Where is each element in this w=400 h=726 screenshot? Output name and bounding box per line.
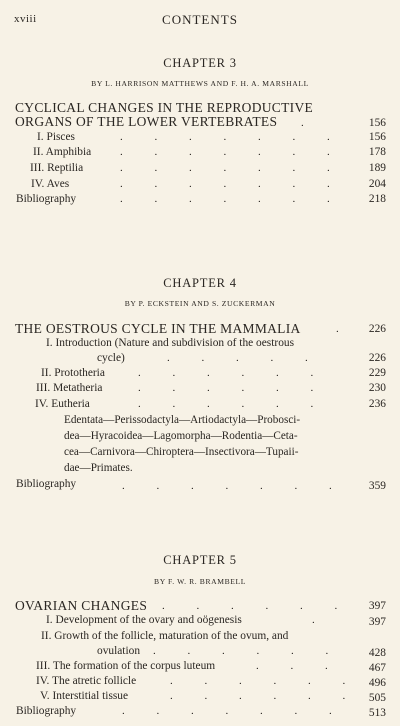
leader-dots: . (312, 614, 315, 626)
leader-dots: . (301, 117, 304, 129)
page-number: 496 (368, 677, 386, 689)
toc-subentry: dea—Hyracoidea—Lagomorpha—Rodentia—Ceta- (64, 430, 298, 442)
page-number: 226 (368, 352, 386, 364)
leader-dots: . . . . . . (138, 382, 314, 394)
toc-entry: V. Interstitial tissue (40, 690, 129, 702)
toc-entry: II. Growth of the follicle, maturation of the ovum, and (41, 630, 289, 642)
toc-entry: IV. The atretic follicle (36, 675, 137, 687)
page-number: 505 (368, 692, 386, 704)
toc-subentry: dae—Primates. (64, 462, 133, 474)
leader-dots: . . . . . (167, 352, 308, 364)
page-number: 359 (368, 480, 386, 492)
page-number: 156 (368, 131, 386, 143)
leader-dots: . . . (256, 660, 328, 672)
page-number: 189 (368, 162, 386, 174)
toc-entry: II. Prototheria (41, 367, 105, 379)
toc-entry: I. Introduction (Nature and subdivision of the oestrous (46, 337, 295, 349)
toc-entry: ovulation (97, 645, 141, 657)
page-number: 236 (368, 398, 386, 410)
page-number: 229 (368, 367, 386, 379)
page-number: 218 (368, 193, 386, 205)
toc-entry: Bibliography (16, 193, 77, 205)
page-number: 156 (368, 117, 386, 129)
page-number: 467 (368, 662, 386, 674)
toc-entry: III. Metatheria (36, 382, 103, 394)
toc-entry: Bibliography (16, 478, 77, 490)
leader-dots: . . . . . . . (120, 162, 330, 174)
toc-subentry: cea—Carnivora—Chiroptera—Insectivora—Tupaii- (64, 446, 299, 458)
chapter-heading: CHAPTER 5 (163, 553, 237, 567)
leader-dots: . . . . . . (170, 675, 346, 687)
page-number: 178 (368, 146, 386, 158)
toc-entry: I. Development of the ovary and oögenesis (46, 614, 242, 626)
chapter-title: THE OESTROUS CYCLE IN THE MAMMALIA (15, 321, 301, 336)
page-folio: xviii (14, 13, 37, 25)
leader-dots: . . . . . . . (120, 131, 330, 143)
toc-entry: Bibliography (16, 705, 77, 717)
toc-entry: II. Amphibia (33, 146, 92, 158)
chapter-title: OVARIAN CHANGES (15, 598, 148, 613)
chapter-authors: BY F. W. R. BRAMBELL (154, 577, 246, 586)
page-number: 428 (368, 647, 386, 659)
chapter-authors: BY L. HARRISON MATTHEWS AND F. H. A. MARSHALL (91, 79, 309, 88)
page-number: 513 (368, 707, 386, 719)
page-number: 204 (368, 178, 386, 190)
leader-dots: . (336, 323, 339, 335)
page-number: 397 (368, 600, 386, 612)
leader-dots: . . . . . . (162, 600, 338, 612)
page-number: 397 (368, 616, 386, 628)
page-number: 226 (368, 323, 386, 335)
chapter-heading: CHAPTER 4 (163, 276, 237, 290)
toc-entry: IV. Aves (31, 178, 70, 190)
leader-dots: . . . . . . . (120, 146, 330, 158)
chapter-authors: BY P. ECKSTEIN AND S. ZUCKERMAN (124, 299, 276, 308)
leader-dots: . . . . . . (138, 398, 314, 410)
leader-dots: . . . . . . . (120, 178, 330, 190)
running-head: CONTENTS (162, 12, 238, 27)
leader-dots: . . . . . . (138, 367, 314, 379)
leader-dots: . . . . . . . (122, 705, 332, 717)
leader-dots: . . . . . . . (120, 193, 330, 205)
leader-dots: . . . . . . . (122, 480, 332, 492)
toc-entry: III. The formation of the corpus luteum (36, 660, 216, 672)
toc-entry: III. Reptilia (30, 162, 84, 174)
toc-subentry: Edentata—Perissodactyla—Artiodactyla—Probosci- (64, 414, 301, 426)
chapter-title: ORGANS OF THE LOWER VERTEBRATES (15, 114, 278, 129)
chapter-heading: CHAPTER 3 (163, 56, 237, 70)
page-number: 230 (368, 382, 386, 394)
chapter-title: CYCLICAL CHANGES IN THE REPRODUCTIVE (15, 100, 314, 115)
toc-entry: IV. Eutheria (35, 398, 90, 410)
toc-entry: cycle) (97, 352, 125, 364)
leader-dots: . . . . . . (153, 645, 329, 657)
toc-entry: I. Pisces (37, 131, 75, 143)
leader-dots: . . . . . . (170, 690, 346, 702)
